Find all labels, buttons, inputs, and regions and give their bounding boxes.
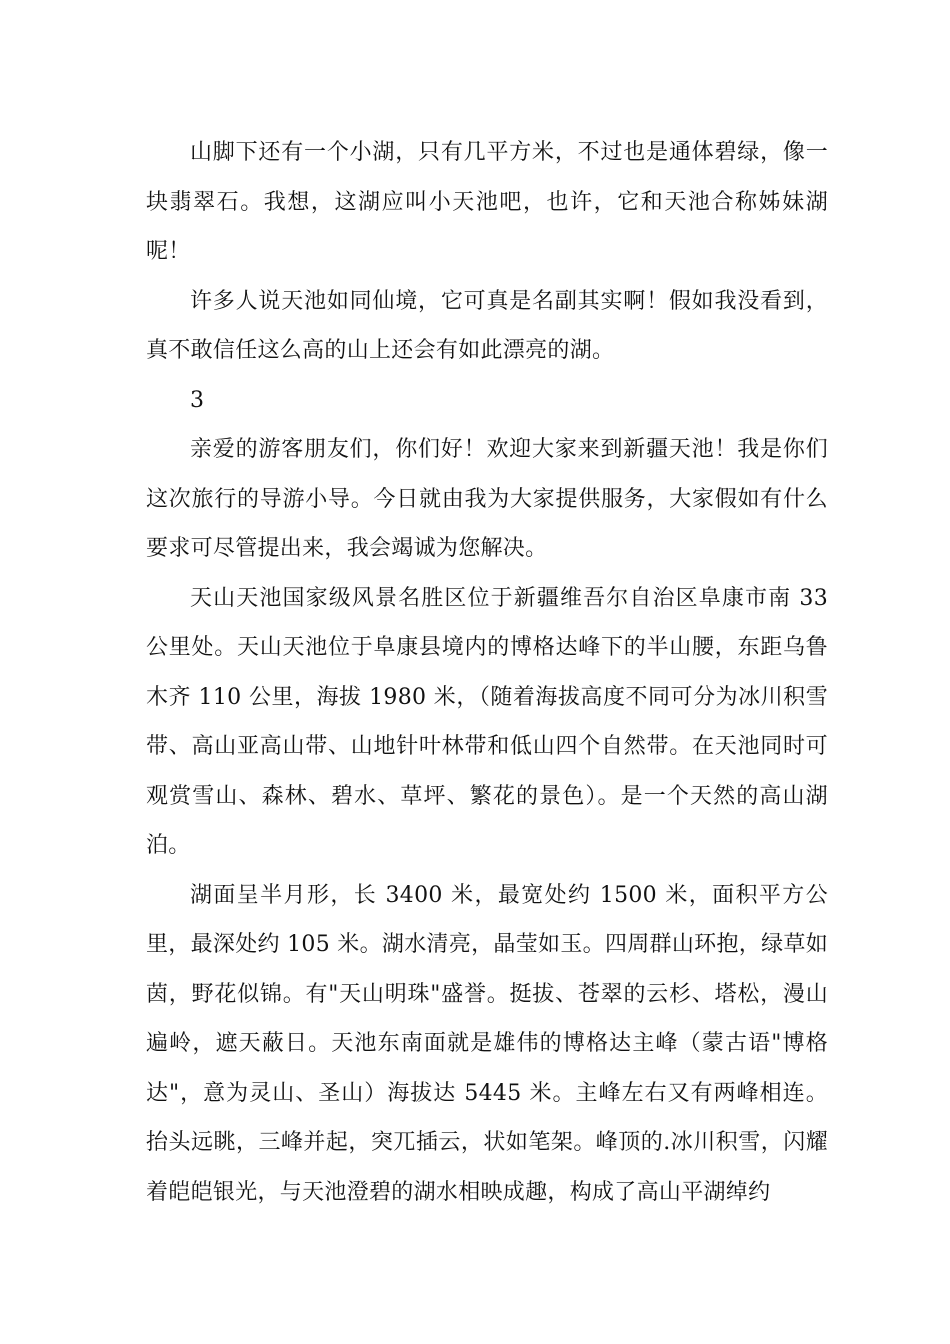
paragraph-welcome: 亲爱的游客朋友们，你们好！欢迎大家来到新疆天池！我是你们这次旅行的导游小导。今日就由我为大家提供服务，大家假如有什么要求可尽管提出来，我会竭诚为您解决。 bbox=[146, 437, 828, 561]
paragraph-fairyland: 许多人说天池如同仙境，它可真是名副其实啊！假如我没看到，真不敢信任这么高的山上还会有如此漂亮的湖。 bbox=[146, 288, 828, 363]
section-number: 3 bbox=[190, 387, 204, 413]
paragraph-small-lake: 山脚下还有一个小湖，只有几平方米，不过也是通体碧绿，像一块翡翠石。我想，这湖应叫小天池吧，也许，它和天池合称姊妹湖呢！ bbox=[146, 140, 828, 264]
paragraph-location: 天山天池国家级风景名胜区位于新疆维吾尔自治区阜康市南 33 公里处。天山天池位于阜康县境内的博格达峰下的半山腰，东距乌鲁木齐 110 公里，海拔 1980 米，（随着海拔高度不同可分为冰川积雪带、高山亚高山带、山地针叶林带和低山四个自然带。在天池同时可观赏雪山、森林、碧水、草坪、繁花的景色）。是一个天然的高山湖泊。 bbox=[146, 585, 828, 858]
document-body bbox=[146, 128, 828, 1217]
paragraph-lake-description: 湖面呈半月形，长 3400 米，最宽处约 1500 米，面积平方公里，最深处约 105 米。湖水清亮，晶莹如玉。四周群山环抱，绿草如茵，野花似锦。有"天山明珠"盛誉。挺拔、苍翠的云杉、塔松，漫山遍岭，遮天蔽日。天池东南面就是雄伟的博格达主峰（蒙古语"博格达"，意为灵山、圣山）海拔达 5445 米。主峰左右又有两峰相连。抬头远眺，三峰并起，突兀插云，状如笔架。峰顶的.冰川积雪，闪耀着皑皑银光，与天池澄碧的湖水相映成趣，构成了高山平湖绰约 bbox=[146, 882, 828, 1205]
